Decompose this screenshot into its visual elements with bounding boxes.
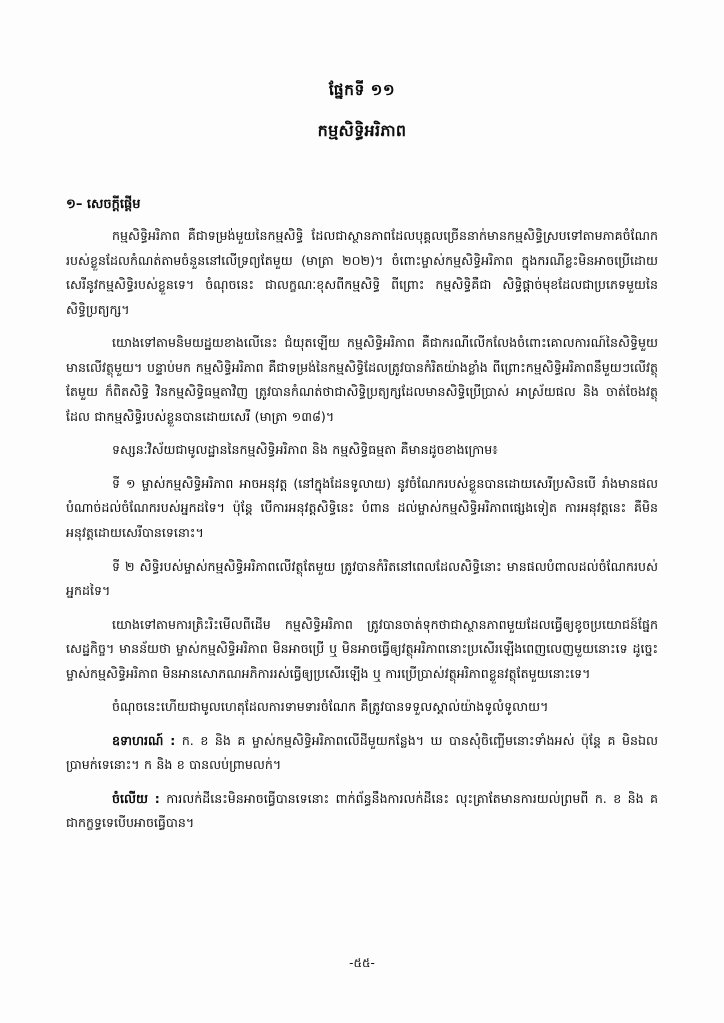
paragraph-7: ចំណុចនេះហើយជាមូលហេតុដែលការទាមទារចំណែក គឺត្រូវបានទទួលស្គាល់យ៉ាងទូលំទូលាយ។: [112, 699, 549, 715]
paragraph-6: យោងទៅតាមការត្រិះរិះមើលពីដើម កម្មសិទ្ធិអរិភាព ត្រូវបានចាត់ទុកថាជាស្ថានភាពមួយដែលធ្វើឲ្យខូចប្រយោជន៍ផ្នែកសេដ្ឋកិច្ច។ មានន័យថា ម្ចាស់កម្មសិទ្ធិអរិភាព មិនអាចប្រើ ឬ មិនអាចធ្វើឲ្យវត្ថុអរិភាពនោះប្រសើរឡើងពេញលេញមួយនោះទេ ដូច្នេះ ម្ចាស់កម្មសិទ្ធិអរិភាព មិនអានសោភណអភិការរស់ធ្វើឲ្យប្រសើរឡើង ឬ ការប្រើប្រាស់វត្ថុអរិភាពខ្លួនវត្ថុតែមួយនោះទេ។: [66, 616, 658, 681]
paragraph-5: ទី ២ សិទ្ធិរបស់ម្ចាស់កម្មសិទ្ធិអរិភាពលើវត្ថុតែមួយ ត្រូវបានកំរិតនៅពេលដែលសិទ្ធិនោះ មានផលបំពាលដល់ចំណែករបស់អ្នកដទៃ។: [66, 558, 658, 599]
answer-text: ការលក់ដីនេះមិនអាចធ្វើបានទេនោះ ពាក់ព័ន្ធនឹងការលក់ដីនេះ លុះត្រាតែមានការយល់ព្រមពី ក. ខ និង គ ជាកក្ខទ្ធទេបើបអាចធ្វើបាន។: [66, 790, 659, 831]
example-label: ឧទាហរណ៍ :: [112, 732, 176, 748]
paragraph-4: ទី ១ ម្ចាស់កម្មសិទ្ធិអរិភាព អាចអនុវត្ត (នៅក្នុងដែនទូលាយ) នូវចំណែករបស់ខ្លួនបានដោយសេរីប្រសិនបើ រាំងមានផលបំណាច់ដល់ចំណែករបស់អ្នកដទៃ។ ប៉ុន្តែ បើការអនុវត្តសិទ្ធិនេះ បំពាន ដល់ម្ចាស់កម្មសិទ្ធិអរិភាពផេ្សងទៀត ការអនុវត្តនេះ គឺមិនអនុវត្តដោយសេរីបានទេនោះ។: [66, 475, 658, 541]
chapter-label: ផ្នែកទី ១១: [328, 81, 396, 99]
answer-block: [66, 787, 658, 836]
paragraph-1: កម្មសិទ្ធិអរិភាព គឺជាទម្រង់មួយនៃកម្មសិទ្ធិ ដែលជាស្ថានភាពដែលបុគ្គលច្រើននាក់មានកម្មសិទ្ធិស្របទៅតាមភាគចំណែករបស់ខ្លួនដែលកំណត់តាមចំនួននៅលើទ្រព្យតែមួយ (មាត្រា ២០២)។ ចំពោះម្ចាស់កម្មសិទ្ធិអរិភាព ក្នុងករណីខ្លះមិនអាចប្រើដោយសេរីនូវកម្មសិទ្ធិរបស់ខ្លួនទេ។ ចំណុចនេះ ជាលក្ខណៈខុសពីកម្មសិទ្ធិ ពីព្រោះ កម្មសិទ្ធិគឺជា សិទ្ធិផ្ដាច់មុខដែលជាប្រភេទមួយនៃសិទ្ធិប្រត្យក្ស។: [66, 228, 658, 317]
section-heading: ១– សេចក្ដីផ្ដើម: [66, 197, 141, 212]
example-block: [66, 729, 658, 778]
example-text: ក. ខ និង គ ម្ចាស់កម្មសិទ្ធិអរិភាពលើដីមួយកន្លែង។ ឃ បានសុំចិញ្ចើមនោះទាំងអស់ ប៉ុន្តែ គ មិនឯលប្រាមក់ទេនោះ។ ក និង ខ បានលប់ព្រាមលក់។: [66, 732, 659, 773]
page-number: -៥៥-: [349, 956, 375, 970]
paragraph-2: យោងទៅតាមនិមយដ្ឋយខាងលើនេះ ជំយុតឡើយ កម្មសិទ្ធិអរិភាព គឺជាករណីលើកលែងចំពោះគោលការណ៍នៃសិទ្ធិមួយមានលើវត្ថុមួយ។ បន្ទាប់មក កម្មសិទ្ធិអរិភាព គឺជាទម្រង់នៃកម្មសិទ្ធិដែលត្រូវបានកំរិតយ៉ាងខ្លាំង ពីព្រោះកម្មសិទ្ធិអរិភាពនឹមួយៗលើវត្ថុតែមួយ ក៏ពិតសិទ្ធិ វិនកម្មសិទ្ធិធម្មតាវិញ ត្រូវបានកំណត់ថាជាសិទ្ធិប្រត្យក្សដែលមានសិទ្ធិប្រើប្រាស់ អាស្រ័យផល និង ចាត់ចែងវត្ថុដែល ជាកម្មសិទ្ធិរបស់ខ្លួនបានដោយសេរី (មាត្រា ១៣៨)។: [66, 335, 658, 424]
paragraph-3: ទស្សនៈវិស័យជាមូលដ្ឋាននៃកម្មសិទ្ធិអរិភាព និង កម្មសិទ្ធិធម្មតា គឺមានដូចខាងក្រោម៖: [112, 442, 498, 458]
chapter-title: កម្មសិទ្ធិអរិភាព: [317, 121, 407, 140]
answer-label: ចំលើយ :: [112, 790, 160, 806]
